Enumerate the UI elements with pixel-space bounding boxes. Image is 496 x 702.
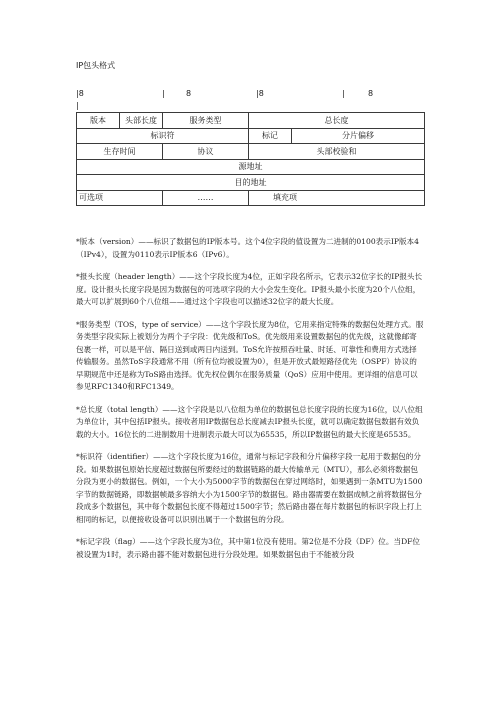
field-header-length: 头部长度 — [120, 113, 163, 129]
paragraph-type-of-service: *服务类型（TOS，type of service）——这个字段长度为8位，它用来指定特殊的数据包处理方式。服务类型字段实际上被划分为两个子字段：优先级和ToS。优先级用来设置数据包的优先级，这就像邮寄包裹一样，可以是平信、隔日送到或两日内送到。ToS允许按照吞吐量、时延、可靠性和费用方式选择传输服务。虽然ToS字段通常不用（所有位均被设置为0），但是开放式最短路径优先（OSPF）协议的早期规范中还是称为ToS路由选择。优先权位偶尔在服务质量（QoS）应用中使用。更详细的信息可以参见RFC1340和RFC1349。 — [76, 319, 424, 391]
field-ellipsis: …… — [163, 190, 249, 206]
ruler-mark-2: | — [162, 89, 165, 98]
field-options: 可选项 — [77, 190, 163, 206]
bit-ruler — [76, 89, 416, 101]
table-row — [77, 175, 425, 191]
field-flags: 标记 — [249, 128, 292, 144]
ip-header-table — [76, 112, 425, 206]
field-identifier: 标识符 — [77, 128, 249, 144]
field-version: 版本 — [77, 113, 120, 129]
table-row — [77, 159, 425, 175]
field-source-address: 源地址 — [77, 159, 425, 175]
body-text — [76, 236, 424, 571]
table-row — [77, 190, 425, 206]
table-row — [77, 113, 425, 129]
field-protocol: 协议 — [163, 144, 249, 160]
field-header-checksum: 头部校验和 — [249, 144, 425, 160]
page-title: IP包头格式 — [76, 61, 116, 70]
ruler-mark-4-number: 8 — [368, 89, 374, 98]
table-row — [77, 128, 425, 144]
paragraph-identifier: *标识符（identifier）——这个字段长度为16位，通常与标记字段和分片偏移字段一起用于数据包的分段。如果数据包原始长度超过数据包所要经过的数据链路的最大传输单元（MTU），那么必须将数据包分段为更小的数据包。例如，一个大小为5000字节的数据包在穿过网络时，如果遇到一条MTU为1500字节的数据链路，即数据帧最多容纳大小为1500字节的数据包。路由器需要在数据成帧之前将数据包分段成多个数据包，其中每个数据包长度不得超过1500字节；然后路由器在每片数据包的标识字段上打上相同的标记，以便接收设备可以识别出属于一个数据包的分段。 — [76, 452, 423, 524]
ruler-mark-3: |8 — [256, 89, 264, 98]
paragraph-total-length: *总长度（total length）——这个字段是以八位组为单位的数据包总长度字段的长度为16位，以八位组为单位计，其中包括IP报头。接收者用IP数据包总长度减去IP报头长度，就可以确定数据包数据有效负载的大小。16位长的二进制数用十进制表示最大可以为65535，所以IP数据包的最大长度是65535。 — [76, 404, 423, 439]
table-row — [77, 144, 425, 160]
field-type-of-service: 服务类型 — [163, 113, 249, 129]
field-time-to-live: 生存时间 — [77, 144, 163, 160]
field-padding: 填充项 — [249, 190, 425, 206]
ruler-mark-1: |8 — [76, 89, 84, 98]
ruler-mark-2-number: 8 — [186, 89, 192, 98]
field-destination-address: 目的地址 — [77, 175, 425, 191]
field-fragment-offset: 分片偏移 — [292, 128, 425, 144]
field-total-length: 总长度 — [249, 113, 425, 129]
paragraph-header-length: *报头长度（header length）——这个字段长度为4位，正如字段名所示，它表示32位字长的IP报头长度。设计报头长度字段是因为数据包的可选项字段的大小会发生变化。IP报头最小长度为20个八位组，最大可以扩展到60个八位组——通过这个字段也可以描述32位字的最大长度。 — [76, 272, 423, 306]
paragraph-flag: *标记字段（flag）——这个字段长度为3位，其中第1位没有使用。第2位是不分段（DF）位。当DF位被设置为1时，表示路由器不能对数据包进行分段处理。如果数据包由于不能被分段 — [76, 537, 421, 559]
ruler-mark-5: | — [76, 101, 79, 110]
paragraph-version: *版本（version）——标识了数据包的IP版本号。这个4位字段的值设置为二进制的0100表示IP版本4（IPv4），设置为0110表示IP版本6（IPv6）。 — [76, 237, 419, 259]
ruler-mark-4: | — [342, 89, 345, 98]
